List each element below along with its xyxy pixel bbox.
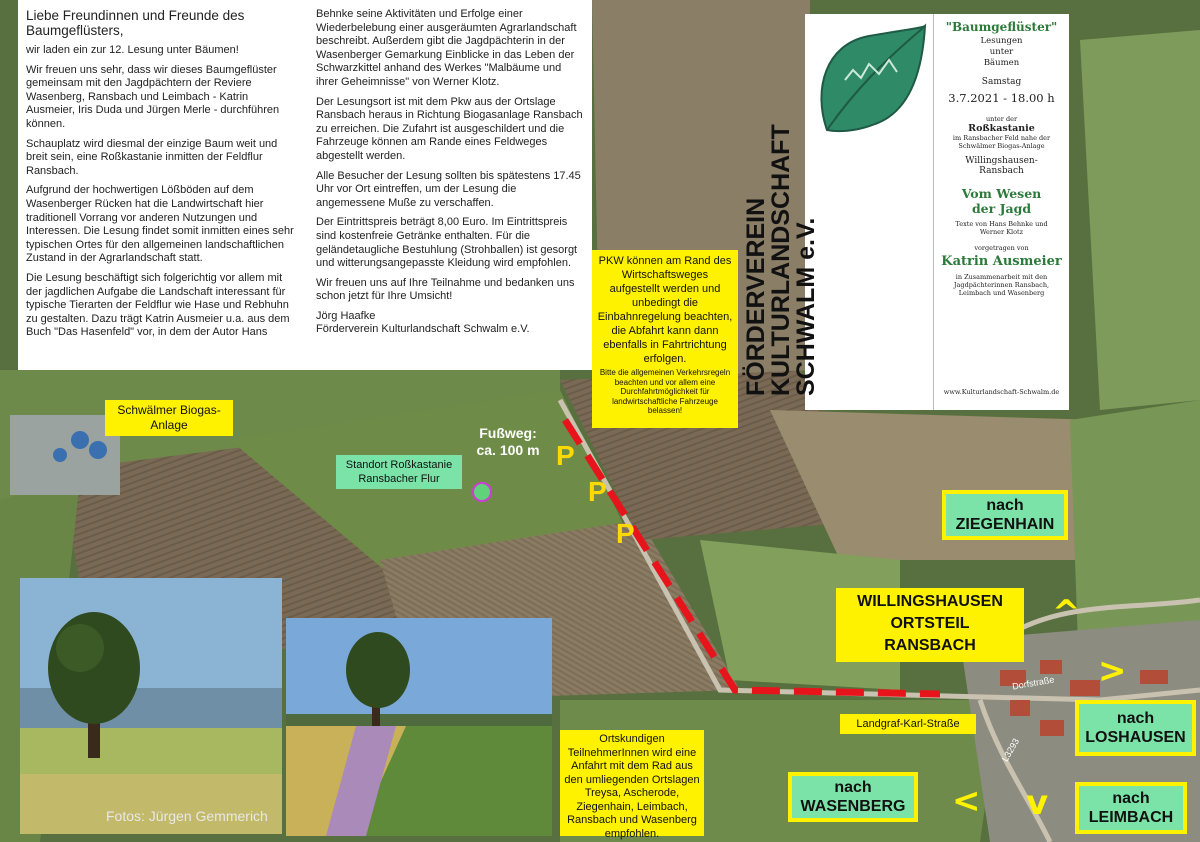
flyer-logo-panel (742, 14, 934, 410)
tree-location-marker (473, 483, 491, 501)
arrow-up-icon: ^ (1052, 593, 1081, 633)
org-line: SCHWALM e.V. (792, 217, 820, 396)
town-label: WILLINGSHAUSEN ORTSTEIL RANSBACH (836, 588, 1024, 662)
leaf-logo-icon (805, 20, 933, 140)
parking-info-main: PKW können am Rand des Wirtschaftsweges aufgestellt werden und unbedingt die Einbahnregelung beachten, die Abfahrt kann dann ebenfalls in Fahrtrichtung erfolgen. (597, 255, 733, 365)
flyer-title: "Baumgeflüster" (945, 20, 1058, 34)
flyer-date: 3.7.2021 - 18.00 h (948, 91, 1055, 105)
tree-photo-2 (286, 618, 552, 836)
direction-wasenberg (788, 772, 918, 822)
flyer-tree: Roßkastanie (968, 123, 1035, 134)
org-line: KULTURLANDSCHAFT (767, 124, 795, 396)
letter-paragraph: wir laden ein zur 12. Lesung unter Bäumen! (26, 44, 239, 56)
footpath-label: Fußweg: ca. 100 m (476, 425, 540, 458)
signature-org: Förderverein Kulturlandschaft Schwalm e.V. (316, 323, 530, 336)
direction-leimbach (1075, 782, 1187, 834)
arrow-right-icon: > (1098, 651, 1127, 691)
direction-prefix: nach (834, 779, 872, 796)
direction-town: LEIMBACH (1088, 809, 1174, 826)
letter-paragraph: Wir freuen uns auf Ihre Teilnahme und bedanken uns schon jetzt für Ihre Umsicht! (316, 276, 575, 303)
flyer-tree-note: im Ransbacher Feld nahe der Schwälmer Biogas-Anlage (952, 134, 1051, 150)
flyer-org-name (742, 124, 820, 396)
signature-name: Jörg Haafke (316, 309, 376, 322)
parking-marker: P (556, 440, 575, 471)
road-label-dorfstrasse: Dorfstraße (1011, 674, 1056, 692)
direction-town: LOSHAUSEN (1085, 729, 1186, 746)
parking-info-note: Bitte die allgemeinen Verkehrsregeln beachten und vor allem eine Durchfahrtmöglichkeit für landwirtschaftliche Fahrzeuge belassen! (599, 368, 731, 415)
photo-credit: Fotos: Jürgen Gemmerich (106, 808, 268, 824)
flyer-place: Willingshausen-Ransbach (965, 156, 1038, 176)
flyer-texts-by: Texte von Hans Behnke und Werner Klotz (955, 220, 1048, 236)
parking-marker: P (616, 518, 635, 549)
letter-paragraph: Die Lesung beschäftigt sich folgerichtig vor allem mit der jagdlichen Aufgabe die Landschaft interessant für typische Tierarten der Feldflur wie Hase und Rebhuhn zu gestalten. Dazu trägt Katrin Ausmeier u.a. aus dem Buch "Das Hasenfeld" vor, in dem der Autor Hans Behnke seine Aktivitäten und Erfolge einer Wiederbelebung einer ausgeräumten Agrarlandschaft beschreibt. Außerdem gibt die Jagdpächterin in der Wasenberger Gemarkung Einblicke in das Leben der Schwarzkittel anhand des Werkes "Malbäume und ihrer Geheimnisse" von Werner Klotz. (26, 8, 577, 339)
letter-paragraph: Schauplatz wird diesmal der einzige Baum weit und breit sein, eine Roßkastanie inmitten der Feldflur Ransbach. (26, 137, 278, 177)
flyer-day: Samstag (981, 77, 1022, 87)
direction-prefix: nach (1112, 790, 1150, 807)
road-label-l3293: L3293 (999, 736, 1022, 764)
direction-town: ZIEGENHAIN (955, 516, 1055, 533)
parking-info-box (592, 250, 738, 428)
flyer-theme: Vom Wesen der Jagd (961, 186, 1042, 216)
direction-prefix: nach (986, 497, 1024, 514)
letter-paragraph: Der Eintrittspreis beträgt 8,00 Euro. Im Eintrittspreis sind kostenfreie Getränke enthalten. Für die geländetaugliche Bestuhlung (Strohballen) ist gesorgt und witterungsangepasste Kleidung wird empfohlen. (316, 216, 578, 270)
flyer-details (934, 14, 1069, 410)
direction-town: WASENBERG (800, 798, 906, 815)
direction-loshausen (1075, 700, 1196, 756)
letter-paragraph: Wir freuen uns sehr, dass wir dieses Baumgeflüster gemeinsam mit den Jagdpächtern der Reviere Wasenberg, Ransbach und Leimbach - Katrin Ausmeier, Iris Duda und Jürgen Merle - durchführen können. (26, 63, 280, 130)
direction-ziegenhain (942, 490, 1068, 540)
org-line: FÖRDERVEREIN (742, 197, 770, 396)
biogas-label: Schwälmer Biogas-Anlage (105, 400, 233, 436)
event-flyer (742, 14, 1069, 410)
parking-marker: P (588, 476, 607, 507)
letter-greeting: Liebe Freundinnen und Freunde des Baumgeflüsters, (26, 8, 245, 38)
letter-paragraph: Alle Besucher der Lesung sollten bis spätestens 17.45 Uhr vor Ort eintreffen, um der Lesung die angemessene Muße zu verschaffen. (316, 169, 581, 209)
flyer-read-by: vorgetragen von (974, 244, 1029, 252)
letter-paragraph: Der Lesungsort ist mit dem Pkw aus der Ortslage Ransbach heraus in Richtung Biogasanlage Ransbach zu erreichen. Die Zufahrt ist ausgeschildert und die Fahrzeuge können am Rande eines Feldweges abgestellt werden. (316, 95, 583, 162)
street-label: Landgraf-Karl-Straße (840, 714, 976, 734)
bike-info-box: Ortskundigen TeilnehmerInnen wird eine Anfahrt mit dem Rad aus den umliegenden Ortslagen Treysa, Ascherode, Ziegenhain, Leimbach, Ransbach und Wasenberg empfohlen. (560, 730, 704, 836)
arrow-left-icon: < (952, 781, 981, 821)
tree-photo-1 (20, 578, 282, 834)
invitation-letter (18, 0, 592, 370)
tree-site-label: Standort Roßkastanie Ransbacher Flur (336, 455, 462, 489)
flyer-under: unter der (985, 115, 1018, 123)
flyer-reader: Katrin Ausmeier (941, 254, 1062, 269)
direction-prefix: nach (1116, 710, 1155, 727)
letter-paragraph: Aufgrund der hochwertigen Lößböden auf dem Wasenberger Rücken hat die Landwirtschaft hier traditionell Vorrang vor anderen Nutzungen und Interessen. Die Lesung findet somit inmitten eines sehr typischen Ortes für den allgemeinen landschaftlichen Zustand in der Agrarlandschaft statt. (26, 184, 294, 265)
flyer-coop: in Zusammenarbeit mit den Jagdpächterinnen Ransbach, Leimbach und Wasenberg (953, 273, 1050, 297)
flyer-subtitle: Lesungen unter Bäumen (980, 36, 1023, 68)
arrow-down-icon: v (1026, 783, 1049, 823)
flyer-web: www.Kulturlandschaft-Schwalm.de (943, 388, 1060, 396)
